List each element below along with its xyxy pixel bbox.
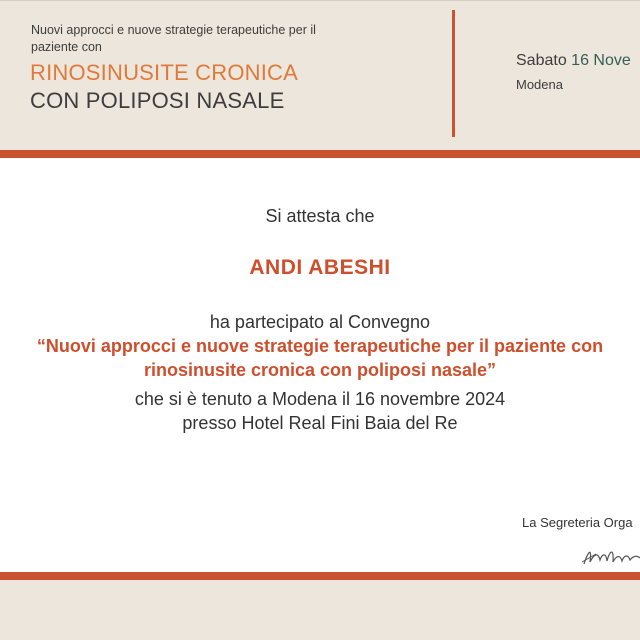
convention-title-line2: rinosinusite cronica con poliposi nasale” bbox=[143, 360, 497, 380]
date-number: 16 bbox=[571, 52, 589, 69]
bottom-accent-bar bbox=[0, 572, 640, 580]
event-title-line1: RINOSINUSITE CRONICA bbox=[30, 60, 299, 85]
participant-name: ANDI ABESHI bbox=[249, 256, 391, 279]
header-divider bbox=[452, 10, 455, 137]
date-day: Sabato bbox=[516, 52, 567, 69]
date-month: Nove bbox=[593, 52, 631, 69]
attestation-intro: Si attesta che bbox=[265, 206, 375, 226]
venue-text: presso Hotel Real Fini Baia del Re bbox=[182, 413, 458, 433]
event-title-line2: CON POLIPOSI NASALE bbox=[30, 88, 285, 113]
event-city: Modena bbox=[516, 77, 563, 92]
event-subtitle: Nuovi approcci e nuove strategie terapeutiche per il paziente con bbox=[31, 23, 316, 54]
convention-title-line1: “Nuovi approcci e nuove strategie terapeutiche per il paziente con bbox=[36, 336, 604, 356]
held-at-text: che si è tenuto a Modena il 16 novembre 2024 bbox=[134, 389, 506, 409]
top-accent-bar bbox=[0, 150, 640, 158]
signature-label: La Segreteria Orga bbox=[522, 515, 633, 530]
certificate-footer bbox=[0, 580, 640, 640]
handwritten-signature bbox=[580, 532, 640, 572]
certificate-header bbox=[0, 0, 640, 150]
event-date bbox=[516, 52, 631, 70]
participation-text: ha partecipato al Convegno bbox=[209, 312, 431, 332]
header-top-line bbox=[0, 0, 640, 1]
